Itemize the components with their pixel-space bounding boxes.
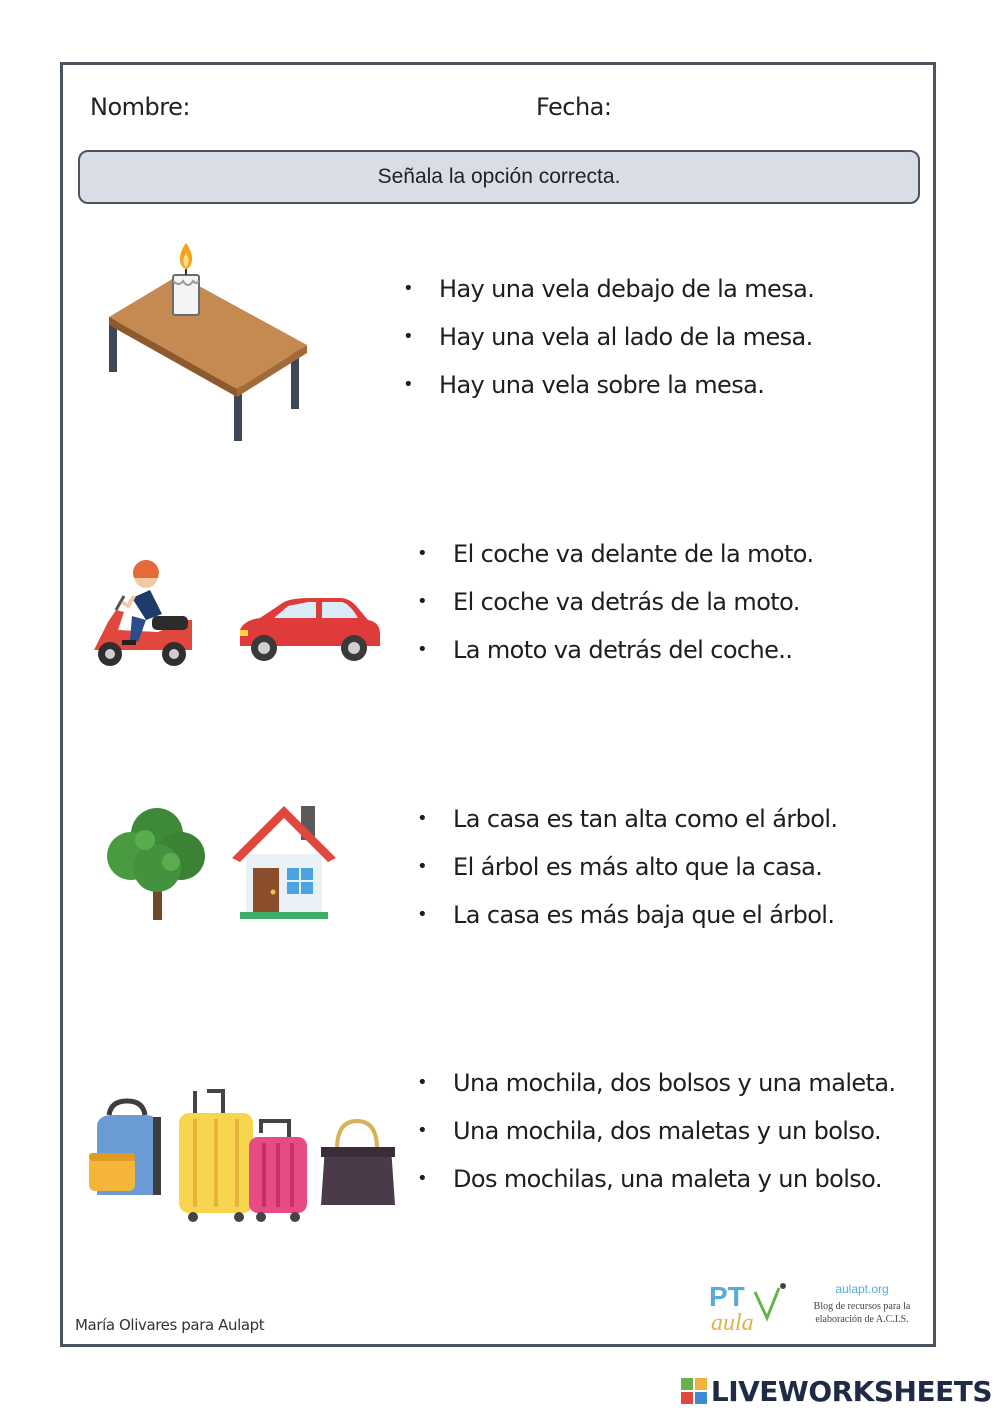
handbag-icon [321,1121,395,1205]
option-4-3[interactable]: • Dos mochilas, una maleta y un bolso. [417,1165,882,1193]
car-icon [240,598,380,661]
option-1-3[interactable]: • Hay una vela sobre la mesa. [403,371,765,399]
option-3-1[interactable]: • La casa es tan alta como el árbol. [417,805,838,833]
options-exercise-4 [415,1059,896,1203]
backpack-suitcases-bag-picture [83,1087,403,1227]
options-exercise-1 [401,265,814,409]
table-icon [109,275,307,441]
backpack-icon [89,1101,161,1195]
option-4-2[interactable]: • Una mochila, dos maletas y un bolso. [417,1117,881,1145]
liveworksheets-wordmark: LIVEWORKSHEETS [710,1374,992,1408]
option-2-3[interactable]: • La moto va detrás del coche.. [417,636,793,664]
name-label: Nombre: [90,93,190,121]
aulapt-description: Blog de recursos para la elaboración de A.C.I.S. [813,1301,911,1325]
date-label: Fecha: [536,93,612,121]
instruction-text: Señala la opción correcta. [377,165,621,188]
scooter-icon [94,560,192,666]
tree-icon [107,808,205,920]
instruction-box [78,150,920,204]
option-2-1[interactable]: • El coche va delante de la moto. [417,540,814,568]
option-4-1[interactable]: • Una mochila, dos bolsos y una maleta. [417,1069,896,1097]
house-icon [232,806,336,919]
scooter-and-car-picture [88,550,388,675]
candle-on-table-picture [101,237,311,447]
svg-text:aula: aula [711,1310,754,1336]
aulapt-site: aulapt.org [835,1282,889,1296]
tree-and-house-picture [101,800,341,925]
pink-suitcase-icon [249,1121,307,1222]
liveworksheets-logo-icon [681,1378,707,1404]
option-2-2[interactable]: • El coche va detrás de la moto. [417,588,800,616]
option-3-3[interactable]: • La casa es más baja que el árbol. [417,901,835,929]
svg-text:PT: PT [709,1281,745,1312]
aulapt-logo [707,1278,925,1340]
worksheet [60,62,936,1347]
option-1-2[interactable]: • Hay una vela al lado de la mesa. [403,323,813,351]
candle-icon [173,243,199,315]
option-1-1[interactable]: • Hay una vela debajo de la mesa. [403,275,815,303]
author-credit: María Olivares para Aulapt [75,1316,265,1334]
liveworksheets-brand [681,1376,992,1406]
options-exercise-3 [415,795,837,939]
options-exercise-2 [415,530,813,674]
option-3-2[interactable]: • El árbol es más alto que la casa. [417,853,823,881]
yellow-suitcase-icon [179,1091,253,1222]
aulapt-logo-icon [707,1278,793,1336]
